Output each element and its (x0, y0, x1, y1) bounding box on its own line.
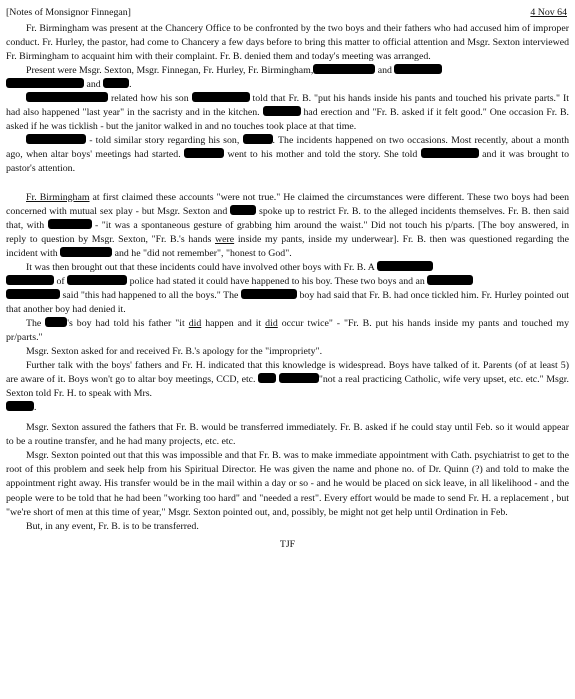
paragraph-text: were (215, 233, 235, 245)
paragraph-confrontation (6, 22, 569, 64)
redaction-bar (6, 289, 60, 299)
paragraph-text: did (265, 317, 278, 329)
redaction-bar (263, 106, 301, 116)
redaction-bar (26, 92, 108, 102)
paragraph-text: Fr. Birmingham was present at the Chancery Office to be confronted by the two boys and their fathers who had accused him of improper conduct. Fr. Hurley, the pastor, had come to Chancery a few days before to bring this matter to official attention and Msgr. Sexton interviewed Fr. Birmingham to acquaint him with their complaint. Fr. B. denied them and today's meeting was arranged. (6, 23, 569, 63)
document-date: 4 Nov 64 (530, 7, 567, 18)
redaction-bar (427, 275, 473, 285)
signature-initials: TJF (279, 538, 296, 550)
paragraph-present (6, 64, 569, 92)
document-header (6, 6, 569, 22)
redaction-bar (60, 247, 112, 257)
paragraph-text: . The incidents happened on two occasions. Most recently, about a month ago, when altar boys' meetings had started. (6, 135, 569, 161)
paragraph-text: and (86, 79, 101, 91)
paragraph-response (6, 191, 569, 261)
paragraph-text: It was then brought out that these incidents could have involved other boys with Fr. B. A (26, 261, 375, 273)
paragraph-text: Msgr. Sexton assured the fathers that Fr. B. would be transferred immediately. Fr. B. asked if he could stay until Feb. so it would appear to be a routine transfer, and he had many projects, etc. etc. (6, 422, 569, 448)
paragraph-text: Msgr. Sexton asked for and received Fr. B.'s apology for the "impropriety". (26, 346, 323, 358)
redaction-bar (6, 275, 54, 285)
paragraph-text: and (377, 65, 392, 77)
paragraph-text: at first claimed these accounts "were not true." He claimed the circumstances were different. These two boys had been concerned with mutual sex play - but Msgr. Sexton and (6, 191, 569, 217)
paragraph-text: "not a real practicing Catholic, wife very upset, etc. etc." Msgr. Sexton told Fr. H. to speak with Mrs. (6, 374, 570, 400)
redaction-bar (45, 317, 67, 327)
redaction-bar (26, 134, 86, 144)
paragraph-text: The (26, 317, 42, 329)
redaction-bar (184, 148, 224, 158)
redaction-bar (377, 261, 433, 271)
redaction-bar (421, 148, 479, 158)
paragraph-first-account (6, 92, 569, 134)
redaction-bar (6, 78, 84, 88)
paragraph-text: went to his mother and told the story. She told (227, 149, 418, 161)
document-title: [Notes of Monsignor Finnegan] (6, 7, 131, 18)
paragraph-text: Present were Msgr. Sexton, Msgr. Finnegan, Fr. Hurley, Fr. Birmingham, (26, 65, 314, 77)
paragraph-text: of (56, 275, 65, 287)
paragraph-text: Msgr. Sexton pointed out that this was impossible and that Fr. B. was to make immediate appointment with Cath. psychiatrist to get to the root of this problem and seek help from his Spiritual Director. He was given the name and phone no. of Dr. Quinn (?) and told to make the appointment right away. His transfer would be in the mail within a day or so - and he would be placed on sick leave, in all likelihood - and the people were to be told that he had been "working too hard" and "needed a rest". Every effort would be made to send Fr. H. a replacement , but "we're short of men at this time of year," Msgr. Sexton pointed out, and, possibly, be might not get help until Ordination in Feb. (6, 450, 569, 518)
paragraph-gap (6, 177, 569, 191)
paragraph-text: . (34, 402, 37, 414)
paragraph-text: 's boy had told his father "it (67, 317, 189, 329)
paragraph-text: inside my pants, inside my underwear]. Fr. B. then was questioned regarding the incident with (6, 233, 570, 259)
paragraph-transfer (6, 421, 569, 449)
paragraph-text: had erection and "Fr. B. asked if it felt good." One occasion Fr. B. asked if he was ticklish - but the janitor walked in and no touches took place at that time. (6, 107, 569, 133)
redaction-bar (192, 92, 250, 102)
paragraph-text: did (188, 317, 202, 329)
redaction-bar (258, 373, 276, 383)
paragraph-widespread (6, 359, 569, 415)
redaction-bar (6, 401, 37, 414)
paragraph-text: - told similar story regarding his son, (89, 135, 240, 147)
redaction-bar (394, 64, 442, 74)
redaction-bar (243, 134, 273, 144)
paragraph-text: occur twice" - "Fr. B. put his hands inside my pants and touched my pr/parts." (6, 317, 570, 343)
paragraph-conclusion (6, 520, 569, 534)
paragraph-text: - "it was a spontaneous gesture of grabbing him around the waist." Did not touch his p/parts. [The boy answered, in reply to question by Msgr. Sexton, "Fr. B.'s hands (6, 219, 569, 245)
redaction-bar (67, 275, 127, 285)
redaction-bar (103, 78, 132, 91)
paragraph-second-account (6, 134, 569, 176)
paragraph-text: told that Fr. B. "put his hands inside his pants and touched his private parts." It had also happened "last year" in the sacristy and in the kitchen. (6, 93, 569, 119)
paragraph-text: Fr. Birmingham (26, 191, 90, 203)
paragraph-apology (6, 345, 569, 359)
paragraph-text: and it was brought to pastor's attention. (6, 149, 570, 175)
redaction-bar (313, 64, 375, 74)
paragraph-text: But, in any event, Fr. B. is to be transferred. (26, 520, 199, 532)
paragraph-text: happen and it (201, 317, 266, 329)
paragraph-text: and he "did not remember", "honest to God". (114, 247, 292, 259)
paragraph-text: related how his son (110, 93, 189, 105)
paragraph-text: spoke up to restrict Fr. B. to the alleged incidents themselves. Fr. B. then said that, with (6, 205, 569, 231)
paragraph-other-boys (6, 261, 569, 317)
paragraph-father-report (6, 317, 569, 345)
paragraph-text: Further talk with the boys' fathers and Fr. H. indicated that this knowledge is widespread. Boys have talked of it. Parents (of at least 5) are aware of it. Boys won't go to altar boy meetings, CCD, etc. (6, 360, 569, 386)
paragraph-text: boy had said that Fr. B. had once tickled him. Fr. Hurley pointed out that another boy had denied it. (6, 289, 569, 315)
redaction-bar (48, 219, 92, 229)
redaction-bar (241, 289, 297, 299)
paragraph-text: police had stated it could have happened to his boy. These two boys and an (129, 275, 425, 287)
paragraph-text: said "this had happened to all the boys." The (62, 289, 239, 301)
redaction-bar (279, 373, 319, 383)
redaction-bar (230, 205, 256, 215)
paragraph-psychiatrist (6, 449, 569, 519)
paragraph-text: . (129, 79, 132, 91)
